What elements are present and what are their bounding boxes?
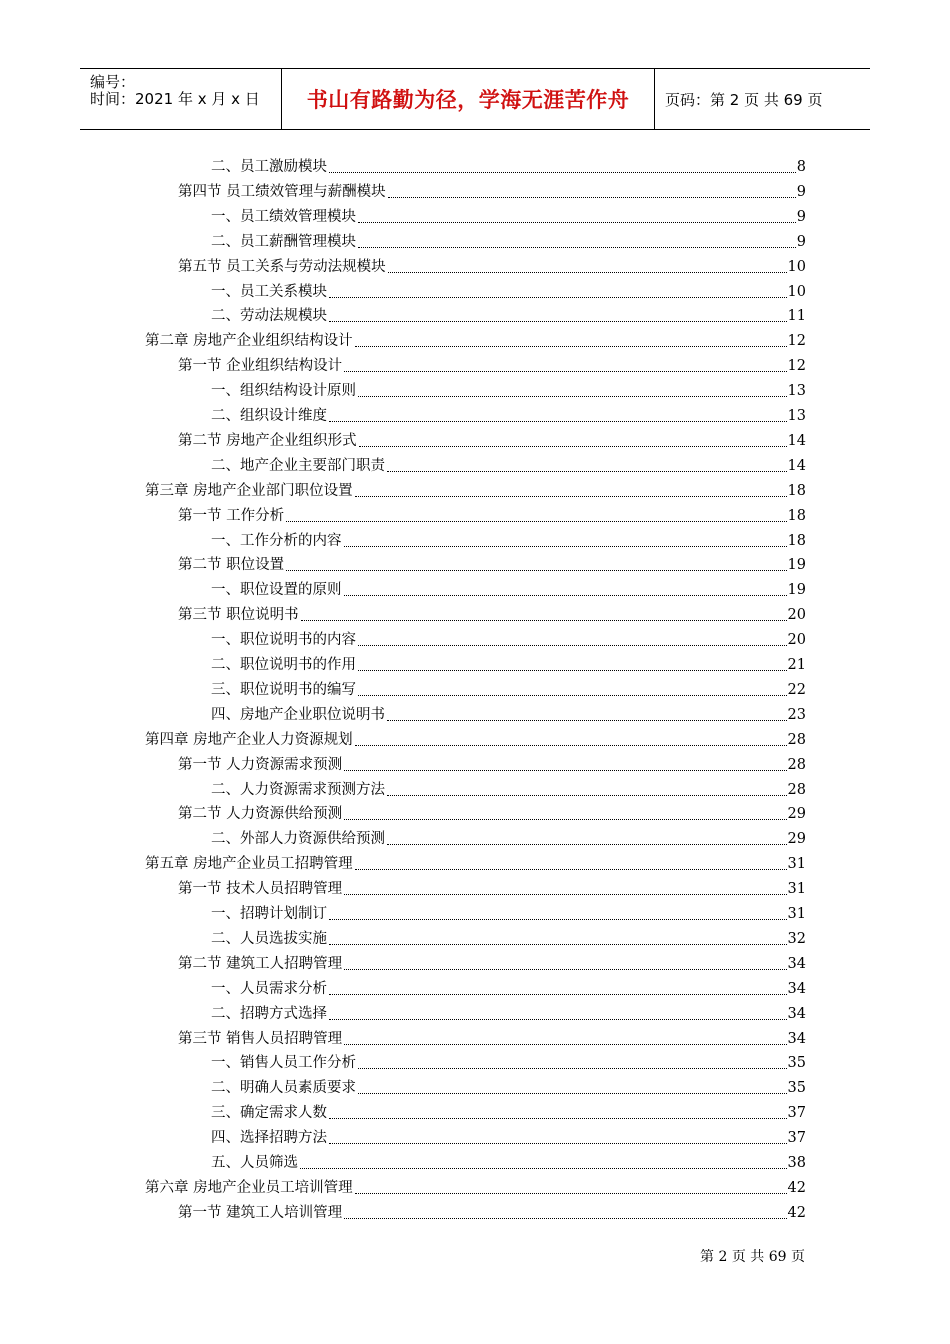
toc-entry-title: 三、职位说明书的编写	[211, 681, 356, 698]
toc-entry-page: 19	[787, 582, 806, 599]
toc-entry-page: 31	[787, 906, 806, 922]
toc-entry-page: 34	[787, 955, 806, 972]
toc-dot-leader	[329, 297, 787, 298]
toc-entry-page: 9	[796, 208, 806, 225]
toc-entry-title: 第五节 员工关系与劳动法规模块	[178, 258, 386, 275]
toc-entry-page: 34	[787, 980, 806, 997]
toc-entry[interactable]	[178, 753, 806, 775]
toc-entry-title: 二、劳动法规模块	[211, 308, 327, 325]
toc-entry[interactable]	[211, 205, 806, 227]
toc-entry-page: 20	[787, 607, 806, 624]
toc-dot-leader	[344, 819, 786, 820]
toc-dot-leader	[300, 1168, 787, 1169]
toc-dot-leader	[358, 1068, 787, 1069]
toc-dot-leader	[344, 969, 786, 970]
toc-entry-title: 二、外部人力资源供给预测	[211, 831, 385, 848]
toc-entry-title: 二、职位说明书的作用	[211, 657, 356, 673]
toc-entry-page: 35	[787, 1055, 806, 1072]
toc-entry-title: 第一节 企业组织结构设计	[178, 358, 343, 375]
toc-entry[interactable]	[211, 678, 806, 700]
serial-label: 编号：	[90, 73, 136, 91]
toc-dot-leader	[387, 844, 787, 845]
toc-entry-title: 一、工作分析的内容	[211, 532, 342, 549]
toc-dot-leader	[355, 496, 787, 497]
toc-dot-leader	[358, 1093, 787, 1094]
toc-entry-page: 8	[796, 159, 806, 175]
toc-dot-leader	[329, 321, 787, 322]
toc-entry[interactable]	[211, 1051, 806, 1073]
toc-entry-title: 第三节 销售人员招聘管理	[178, 1030, 343, 1047]
toc-entry-page: 34	[787, 1005, 806, 1022]
toc-entry[interactable]	[145, 728, 806, 750]
toc-entry[interactable]	[178, 429, 806, 451]
toc-entry[interactable]	[211, 827, 806, 849]
toc-entry-title: 一、销售人员工作分析	[211, 1055, 356, 1072]
toc-entry-title: 第二章 房地产企业组织结构设计	[145, 333, 353, 350]
toc-dot-leader	[387, 720, 787, 721]
toc-dot-leader	[344, 770, 786, 771]
toc-entry-page: 10	[787, 258, 806, 275]
toc-entry-page: 12	[787, 358, 806, 375]
toc-entry-title: 第一节 工作分析	[178, 507, 285, 524]
toc-entry-title: 一、招聘计划制订	[211, 906, 327, 922]
toc-dot-leader	[329, 1118, 787, 1119]
header-page-info: 页码：第 2 页 共 69 页	[665, 90, 823, 109]
toc-entry[interactable]	[178, 1027, 806, 1049]
toc-entry-page: 19	[787, 557, 806, 574]
toc-dot-leader	[344, 1218, 786, 1219]
toc-entry[interactable]	[178, 180, 806, 202]
toc-dot-leader	[388, 197, 796, 198]
toc-entry[interactable]	[178, 952, 806, 974]
toc-entry-page: 14	[787, 432, 806, 449]
toc-entry-page: 31	[787, 856, 806, 873]
toc-entry[interactable]	[211, 703, 806, 725]
toc-entry-title: 第一节 技术人员招聘管理	[178, 881, 343, 898]
toc-dot-leader	[286, 570, 786, 571]
toc-entry-title: 五、人员筛选	[211, 1155, 298, 1171]
toc-entry[interactable]	[211, 1101, 806, 1123]
toc-entry-title: 四、房地产企业职位说明书	[211, 706, 385, 723]
toc-entry-page: 28	[787, 781, 806, 798]
toc-dot-leader	[286, 521, 786, 522]
toc-entry-page: 18	[787, 532, 806, 549]
toc-entry-page: 11	[787, 308, 806, 325]
page-footer: 第 2 页 共 69 页	[700, 1249, 805, 1265]
toc-dot-leader	[329, 994, 787, 995]
page-header	[80, 68, 870, 130]
toc-dot-leader	[358, 222, 796, 223]
toc-entry[interactable]	[211, 902, 806, 924]
toc-entry-title: 二、招聘方式选择	[211, 1005, 327, 1022]
toc-entry-title: 第一节 建筑工人培训管理	[178, 1204, 343, 1221]
toc-dot-leader	[329, 944, 787, 945]
toc-entry-page: 13	[787, 383, 806, 400]
toc-dot-leader	[355, 869, 787, 870]
toc-entry[interactable]	[211, 1076, 806, 1098]
toc-dot-leader	[387, 471, 787, 472]
toc-entry[interactable]	[211, 1126, 806, 1148]
toc-entry-page: 22	[787, 681, 806, 698]
toc-entry-title: 二、员工薪酬管理模块	[211, 233, 356, 250]
toc-dot-leader	[344, 595, 787, 596]
toc-entry-page: 9	[796, 233, 806, 250]
toc-dot-leader	[344, 371, 786, 372]
toc-entry-title: 第四节 员工绩效管理与薪酬模块	[178, 183, 386, 200]
toc-entry-title: 第一节 人力资源需求预测	[178, 756, 343, 773]
toc-dot-leader	[358, 247, 796, 248]
toc-entry[interactable]	[145, 479, 806, 501]
toc-entry-title: 四、选择招聘方法	[211, 1130, 327, 1147]
toc-entry-page: 20	[787, 632, 806, 649]
toc-dot-leader	[344, 894, 786, 895]
toc-entry-page: 29	[787, 831, 806, 848]
toc-entry-page: 9	[796, 183, 806, 200]
toc-entry-page: 13	[787, 408, 806, 424]
toc-entry[interactable]	[211, 977, 806, 999]
toc-entry-page: 18	[787, 507, 806, 524]
toc-dot-leader	[329, 1019, 787, 1020]
toc-entry-title: 一、人员需求分析	[211, 980, 327, 997]
toc-entry-title: 第三章 房地产企业部门职位设置	[145, 482, 353, 499]
toc-entry-page: 28	[787, 756, 806, 773]
toc-dot-leader	[358, 670, 787, 671]
toc-entry[interactable]	[211, 927, 806, 949]
toc-entry-title: 二、明确人员素质要求	[211, 1080, 356, 1097]
toc-dot-leader	[355, 745, 787, 746]
toc-entry[interactable]	[211, 304, 806, 326]
toc-entry-title: 一、员工绩效管理模块	[211, 208, 356, 225]
toc-dot-leader	[358, 396, 787, 397]
toc-dot-leader	[387, 795, 787, 796]
toc-entry[interactable]	[178, 877, 806, 899]
toc-entry-page: 14	[787, 457, 806, 474]
toc-entry-title: 三、确定需求人数	[211, 1105, 327, 1122]
toc-entry[interactable]	[211, 529, 806, 551]
toc-entry-title: 第二节 人力资源供给预测	[178, 806, 343, 823]
toc-entry-title: 第四章 房地产企业人力资源规划	[145, 731, 353, 748]
toc-dot-leader	[344, 1044, 786, 1045]
header-motto-cell	[282, 69, 655, 129]
toc-entry[interactable]	[211, 1002, 806, 1024]
toc-entry-page: 18	[787, 482, 806, 499]
toc-entry[interactable]	[211, 778, 806, 800]
toc-entry[interactable]	[211, 379, 806, 401]
toc-entry[interactable]	[178, 255, 806, 277]
toc-entry-title: 一、组织结构设计原则	[211, 383, 356, 400]
toc-entry[interactable]	[211, 155, 806, 177]
toc-entry-page: 35	[787, 1080, 806, 1097]
toc-dot-leader	[329, 421, 787, 422]
toc-dot-leader	[358, 645, 787, 646]
toc-entry-title: 第二节 房地产企业组织形式	[178, 432, 357, 449]
toc-entry-page: 37	[787, 1105, 806, 1122]
toc-entry[interactable]	[145, 329, 806, 351]
toc-entry-page: 32	[787, 930, 806, 947]
toc-entry-title: 第二节 建筑工人招聘管理	[178, 955, 343, 972]
toc-entry[interactable]	[211, 628, 806, 650]
toc-entry[interactable]	[178, 553, 806, 575]
toc-entry[interactable]	[211, 280, 806, 302]
toc-entry-page: 37	[787, 1130, 806, 1147]
toc-entry-page: 38	[787, 1155, 806, 1171]
toc-entry-page: 28	[787, 731, 806, 748]
toc-dot-leader	[329, 919, 787, 920]
header-page-cell	[655, 69, 870, 129]
toc-entry-page: 31	[787, 881, 806, 898]
toc-entry[interactable]	[178, 603, 806, 625]
toc-dot-leader	[355, 346, 787, 347]
toc-entry-title: 第三节 职位说明书	[178, 607, 299, 624]
toc-entry[interactable]	[178, 802, 806, 824]
toc-entry[interactable]	[145, 1176, 806, 1198]
toc-dot-leader	[301, 620, 787, 621]
toc-entry[interactable]	[178, 504, 806, 526]
toc-entry[interactable]	[211, 653, 806, 675]
toc-entry-title: 一、员工关系模块	[211, 283, 327, 300]
header-info-cell	[80, 69, 282, 129]
toc-entry[interactable]	[211, 230, 806, 252]
toc-dot-leader	[388, 272, 787, 273]
toc-entry-title: 第五章 房地产企业员工招聘管理	[145, 856, 353, 873]
toc-dot-leader	[329, 172, 796, 173]
toc-entry[interactable]	[211, 404, 806, 426]
toc-entry-title: 二、人员选拔实施	[211, 930, 327, 947]
toc-entry-page: 12	[787, 333, 806, 350]
toc-entry-title: 二、地产企业主要部门职责	[211, 457, 385, 474]
toc-dot-leader	[359, 446, 787, 447]
toc-entry[interactable]	[211, 1151, 806, 1173]
toc-dot-leader	[355, 1193, 787, 1194]
toc-entry-page: 23	[787, 706, 806, 723]
toc-entry-page: 42	[787, 1204, 806, 1221]
toc-entry[interactable]	[178, 1201, 806, 1223]
toc-entry[interactable]	[178, 354, 806, 376]
date-label: 时间：2021 年 x 月 x 日	[90, 90, 260, 108]
toc-entry-title: 第二节 职位设置	[178, 557, 285, 574]
toc-entry[interactable]	[211, 454, 806, 476]
toc-entry-title: 二、员工激励模块	[211, 159, 327, 175]
toc-entry-page: 42	[787, 1179, 806, 1196]
toc-entry-page: 29	[787, 806, 806, 823]
toc-entry-title: 二、组织设计维度	[211, 408, 327, 424]
toc-entry-title: 一、职位说明书的内容	[211, 632, 356, 649]
toc-entry-page: 34	[787, 1030, 806, 1047]
toc-dot-leader	[344, 546, 787, 547]
toc-dot-leader	[329, 1143, 787, 1144]
toc-entry-title: 二、人力资源需求预测方法	[211, 781, 385, 798]
toc-dot-leader	[358, 695, 787, 696]
motto-text: 书山有路勤为径，学海无涯苦作舟	[306, 88, 630, 112]
toc-entry-title: 一、职位设置的原则	[211, 582, 342, 599]
toc-entry-title: 第六章 房地产企业员工培训管理	[145, 1179, 353, 1196]
toc-entry[interactable]	[145, 852, 806, 874]
toc-entry-page: 10	[787, 283, 806, 300]
toc-entry[interactable]	[211, 578, 806, 600]
toc-entry-page: 21	[787, 657, 806, 673]
